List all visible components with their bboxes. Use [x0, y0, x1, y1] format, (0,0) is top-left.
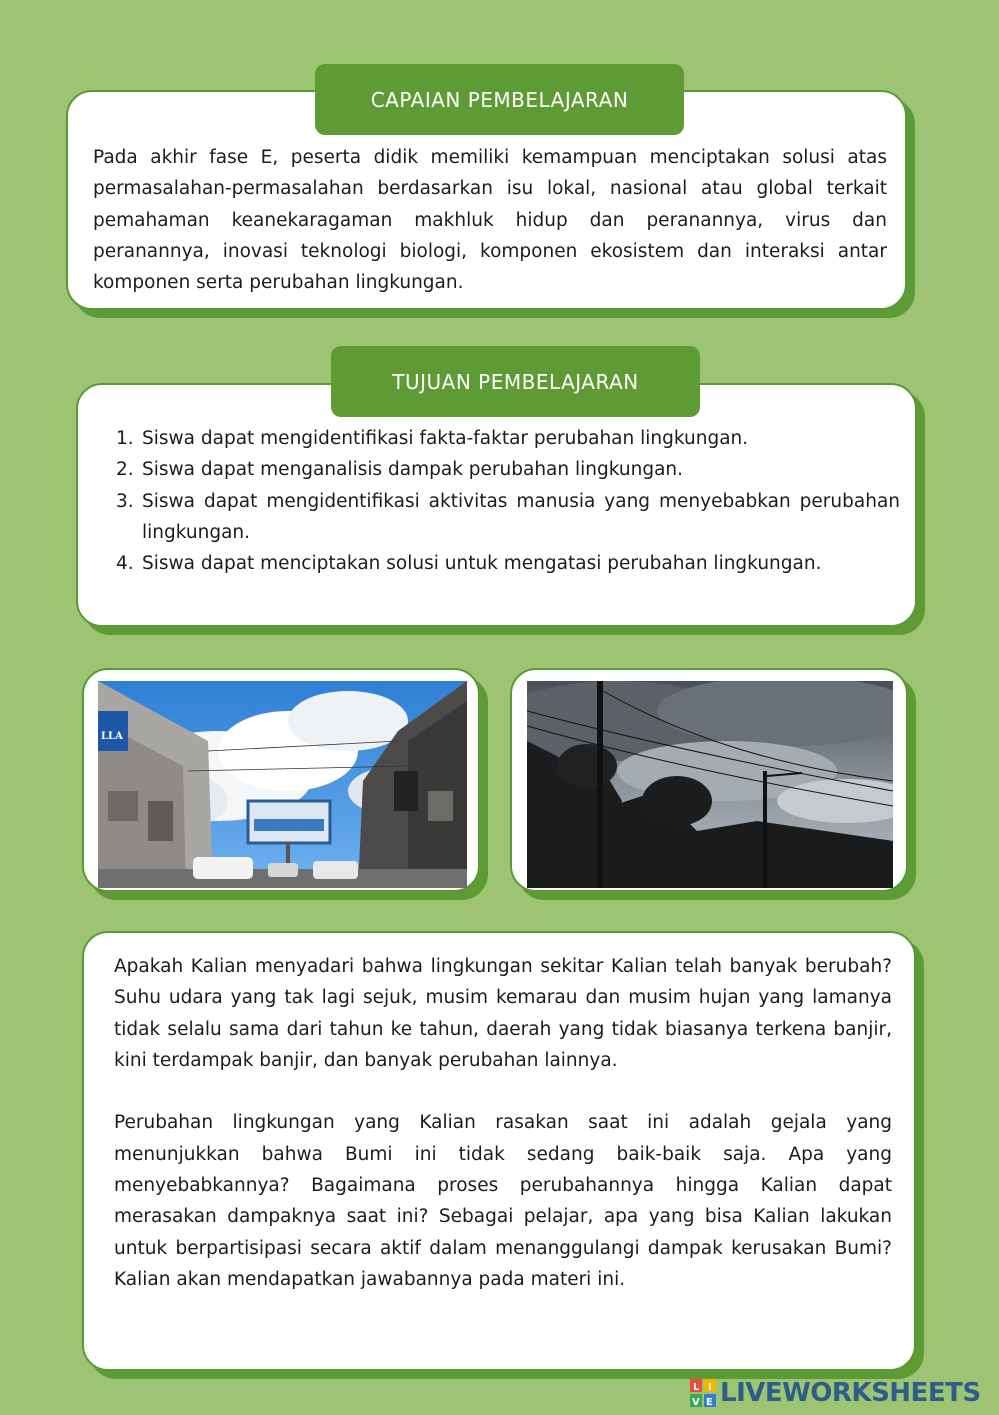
- logo-letter-i: I: [708, 1382, 712, 1393]
- photo-card-street: [82, 668, 480, 892]
- intro-paragraph: Perubahan lingkungan yang Kalian rasakan saat ini adalah gejala yang menunjukkan bahwa Bumi ini tidak sedang baik-baik saja. Apa yang menyebabkannya? Bagaimana proses perubahannya hingga Kalian dapat merasakan dampaknya saat ini? Sebagai pelajar, apa yang bisa Kalian lakukan untuk berpartisipasi secara aktif dalam menanggulangi dampak kerusakan Bumi? Kalian akan mendapatkan jawabannya pada materi ini.: [114, 1112, 892, 1290]
- logo-letter-l: L: [693, 1382, 700, 1393]
- tujuan-item-number: 3.: [116, 490, 134, 512]
- tujuan-item: [116, 486, 900, 549]
- intro-text: [114, 951, 892, 1295]
- tujuan-item-text: Siswa dapat menciptakan solusi untuk mengatasi perubahan lingkungan.: [142, 553, 822, 575]
- capaian-title-badge: CAPAIAN PEMBELAJARAN: [315, 64, 684, 135]
- tujuan-item-text: Siswa dapat mengidentifikasi fakta-faktar perubahan lingkungan.: [142, 428, 749, 449]
- tujuan-card: [76, 383, 917, 627]
- tujuan-item: [116, 423, 900, 454]
- intro-paragraph: Apakah Kalian menyadari bahwa lingkungan sekitar Kalian telah banyak berubah? Suhu udara yang tak lagi sejuk, musim kemarau dan musim hujan yang lamanya tidak selalu sama dari tahun ke tahun, daerah yang tidak biasanya terkena banjir, kini terdampak banjir, dan banyak perubahan lainnya.: [114, 956, 892, 1071]
- logo-letter-v: V: [692, 1397, 700, 1407]
- logo-letter-e: E: [706, 1397, 713, 1407]
- tujuan-item-text: Siswa dapat mengidentifikasi aktivitas manusia yang menyebabkan perubahan lingkungan.: [142, 490, 900, 543]
- watermark-text: LIVEWORKSHEETS: [720, 1378, 981, 1408]
- cloudy-sky-photo: [527, 681, 893, 888]
- tujuan-list: [116, 423, 900, 579]
- blue-sign-text: LLA: [101, 731, 123, 742]
- intro-card: [82, 931, 916, 1371]
- tujuan-item-text: Siswa dapat menganalisis dampak perubahan lingkungan.: [142, 459, 684, 481]
- street-photo: [98, 681, 467, 888]
- liveworksheets-watermark: [690, 1376, 981, 1410]
- tujuan-item: [116, 454, 900, 485]
- tujuan-item-number: 2.: [116, 459, 134, 481]
- photo-card-cloudy: [510, 668, 908, 892]
- liveworksheets-logo-icon: [690, 1379, 716, 1407]
- tujuan-item-number: 4.: [116, 553, 134, 575]
- tujuan-title-badge: TUJUAN PEMBELAJARAN: [331, 346, 700, 417]
- capaian-text: Pada akhir fase E, peserta didik memiliki kemampuan menciptakan solusi atas permasalahan-permasalahan berdasarkan isu lokal, nasional atau global terkait pemahaman keanekaragaman makhluk hidup dan peranannya, virus dan peranannya, inovasi teknologi biologi, komponen ekosistem dan interaksi antar komponen serta perubahan lingkungan.: [93, 147, 887, 294]
- tujuan-item-number: 1.: [116, 428, 134, 449]
- tujuan-item: [116, 548, 900, 579]
